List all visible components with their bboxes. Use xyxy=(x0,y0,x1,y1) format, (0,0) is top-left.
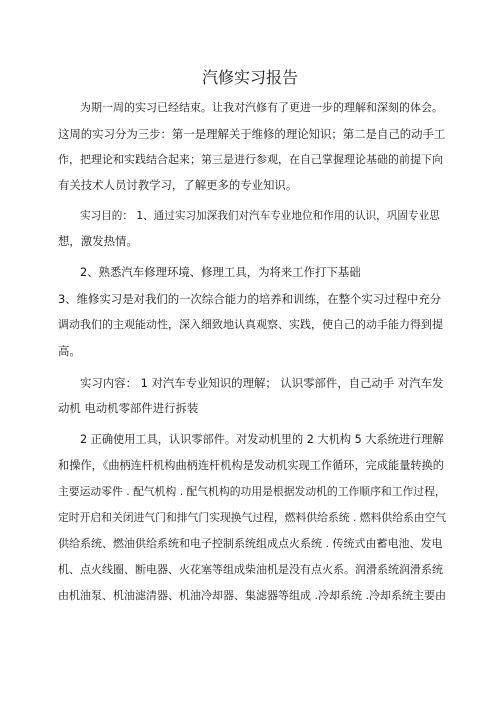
paragraph-line: 动机 电动机零部件进行拆装 xyxy=(58,401,199,415)
paragraph-line: 主要运动零件 . 配气机构 . 配气机构的功用是根据发动机的工作顺序和工作过程， xyxy=(58,485,446,498)
paragraph-line: 这周的实习分为三步：第一是理解关于维修的理论知识；第二是自己的动手工 xyxy=(58,127,446,141)
paragraph-line: 有关技术人员讨教学习，了解更多的专业知识。 xyxy=(58,178,298,192)
paragraph-line: 作，把理论和实践结合起来；第三是进行参观，在自己掌握理论基础的前提下向 xyxy=(58,153,443,166)
paragraph-line: 调动我们的主观能动性，深入细致地认真观察、实践，使自己的动手能力得到提 xyxy=(58,318,443,331)
paragraph-line: 想，激发热情。 xyxy=(58,234,138,248)
paragraph-line: 定时开启和关闭进气门和排气门实现换气过程，燃料供给系统 . 燃料供给系由空气 xyxy=(58,511,447,524)
paragraph-line: 3、维修实习是对我们的一次综合能力的培养和训练，在整个实习过程中充分 xyxy=(58,292,442,306)
paragraph-line: 高。 xyxy=(58,344,81,358)
paragraph-line: 供给系统、燃油供给系统和电子控制系统组成点火系统 . 传统式由蓄电池、发电 xyxy=(58,537,443,550)
paragraph-line: 实习目的： 1、通过实习加深我们对汽车专业地位和作用的认识，巩固专业思 xyxy=(80,210,440,222)
paragraph-line: 2、熟悉汽车修理环境、修理工具，为将来工作打下基础 xyxy=(80,265,361,279)
paragraph-line: 机、点火线圈、断电器、火花塞等组成柴油机是没有点火系。润滑系统润滑系统 xyxy=(58,563,443,576)
paragraph-line: 和操作，《曲柄连杆机构曲柄连杆机构是发动机实现工作循环，完成能量转换的 xyxy=(58,459,444,472)
paragraph-line: 2 正确使用工具，认识零部件。对发动机里的 2 大机构 5 大系统进行理解 xyxy=(80,433,444,446)
paragraph-line: 实习内容： 1 对汽车专业知识的理解； 认识零部件，自己动手 对汽车发 xyxy=(80,376,444,390)
document-title: 汽修实习报告 xyxy=(201,68,298,87)
paragraph-line: 为期一周的实习已经结束。让我对汽修有了更进一步的理解和深刻的体会。 xyxy=(80,101,443,114)
paragraph-line: 由机油泵、机油滤清器、机油冷却器、集滤器等组成 .冷却系统 .冷却系统主要由 xyxy=(58,589,446,602)
